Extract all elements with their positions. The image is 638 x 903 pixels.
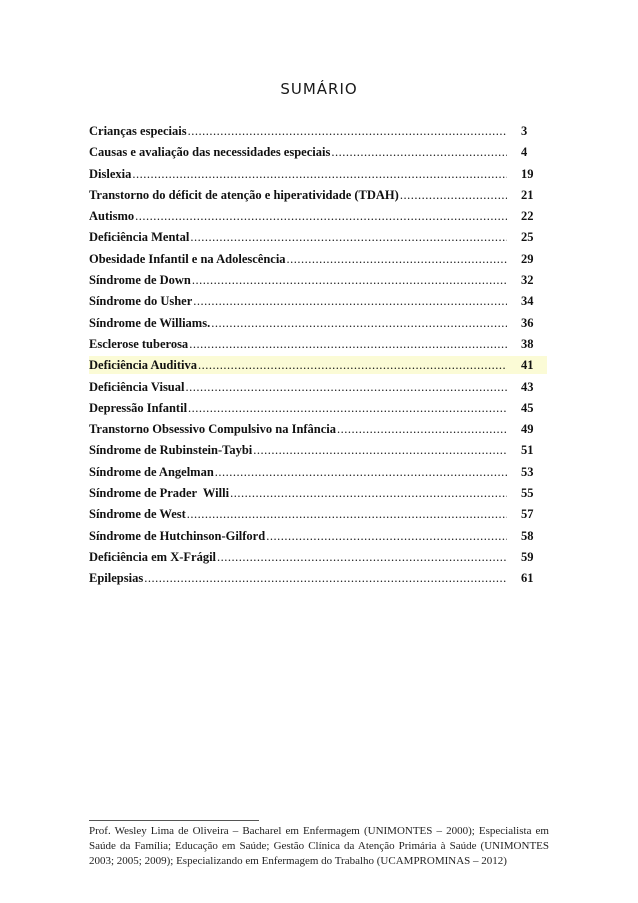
toc-leader-dots	[400, 186, 507, 204]
toc-row	[89, 165, 547, 183]
toc-row-highlighted	[89, 356, 547, 374]
toc-page-number: 21	[521, 187, 534, 202]
table-of-contents	[89, 122, 547, 591]
toc-page-number: 29	[521, 251, 534, 266]
page-title: SUMÁRIO	[280, 80, 358, 98]
toc-row	[89, 122, 547, 140]
toc-leader-dots	[190, 228, 507, 246]
toc-row	[89, 569, 547, 587]
toc-entry-title: Síndrome do Usher	[89, 294, 193, 309]
toc-entry-title: Depressão Infantil	[89, 400, 188, 415]
toc-entry-title: Causas e avaliação das necessidades especiais	[89, 145, 331, 160]
toc-row	[89, 292, 547, 310]
toc-leader-dots	[287, 250, 507, 268]
toc-page-number: 38	[521, 336, 534, 351]
toc-page-number: 58	[521, 528, 534, 543]
toc-leader-dots	[198, 356, 507, 374]
toc-page-number: 4	[521, 145, 528, 160]
toc-row	[89, 527, 547, 545]
toc-leader-dots	[337, 420, 507, 438]
toc-leader-dots	[144, 569, 507, 587]
toc-entry-title: Síndrome de Down	[89, 273, 191, 288]
toc-row	[89, 484, 547, 502]
toc-leader-dots	[185, 378, 507, 396]
toc-row	[89, 271, 547, 289]
toc-entry-title: Obesidade Infantil e na Adolescência	[89, 251, 286, 266]
toc-entry-title: Síndrome de Prader Willi	[89, 486, 230, 501]
toc-entry-title: Epilepsias	[89, 571, 144, 586]
toc-leader-dots	[188, 122, 507, 140]
toc-entry-title: Síndrome de Angelman	[89, 464, 214, 479]
toc-row	[89, 420, 547, 438]
toc-entry-title: Deficiência Visual	[89, 379, 185, 394]
toc-entry-title: Deficiência em X-Frágil	[89, 549, 217, 564]
toc-leader-dots	[135, 207, 507, 225]
toc-page-number: 61	[521, 571, 534, 586]
toc-leader-dots	[215, 463, 507, 481]
toc-page-number: 3	[521, 124, 528, 138]
toc-page-number: 51	[521, 443, 534, 458]
toc-page-number: 19	[521, 166, 534, 181]
toc-row	[89, 505, 547, 523]
toc-row	[89, 441, 547, 459]
toc-entry-title: Transtorno do déficit de atenção e hiperatividade (TDAH)	[89, 187, 399, 202]
toc-row	[89, 250, 547, 268]
toc-leader-dots	[187, 505, 507, 523]
toc-leader-dots	[193, 292, 507, 310]
toc-leader-dots	[266, 527, 507, 545]
toc-leader-dots	[132, 165, 507, 183]
toc-page-number: 25	[521, 230, 534, 245]
toc-entry-title: Autismo	[89, 209, 135, 224]
toc-row	[89, 186, 547, 204]
toc-entry-title: Esclerose tuberosa	[89, 336, 189, 351]
toc-row	[89, 399, 547, 417]
toc-leader-dots	[188, 399, 507, 417]
toc-page-number: 53	[521, 464, 534, 479]
toc-entry-title: Transtorno Obsessivo Compulsivo na Infância	[89, 422, 337, 437]
toc-row	[89, 463, 547, 481]
toc-leader-dots	[217, 548, 507, 566]
toc-leader-dots	[331, 143, 507, 161]
toc-page-number: 57	[521, 507, 534, 522]
toc-entry-title: Deficiência Auditiva	[89, 358, 197, 373]
toc-leader-dots	[211, 314, 507, 332]
toc-page-number: 49	[521, 422, 534, 437]
toc-entry-title: Crianças especiais	[89, 124, 187, 138]
toc-page-number: 59	[521, 549, 534, 564]
toc-page-number: 45	[521, 400, 534, 415]
toc-page-number: 55	[521, 486, 534, 501]
toc-page-number: 22	[521, 209, 534, 224]
toc-entry-title: Dislexia	[89, 166, 132, 181]
toc-entry-title: Deficiência Mental	[89, 230, 190, 245]
toc-row	[89, 228, 547, 246]
toc-page-number: 41	[521, 358, 534, 373]
footnote-divider	[89, 820, 259, 821]
toc-leader-dots	[253, 441, 507, 459]
toc-page-number: 32	[521, 273, 534, 288]
toc-row	[89, 378, 547, 396]
toc-entry-title: Síndrome de Rubinstein-Taybi	[89, 443, 253, 458]
toc-entry-title: Síndrome de Hutchinson-Gilford	[89, 528, 266, 543]
toc-page-number: 43	[521, 379, 534, 394]
author-footnote: Prof. Wesley Lima de Oliveira – Bacharel em Enfermagem (UNIMONTES – 2000); Especialista em Saúde da Família; Educação em Saúde; Gestão Clínica da Atenção Primária à Saúde (UNIMONTES 2003; 2005; 2009); Especializando em Enfermagem do Trabalho (UCAMPROMINAS – 2012)	[89, 825, 549, 867]
toc-row	[89, 314, 547, 332]
toc-page-number: 36	[521, 315, 534, 330]
toc-entry-title: Síndrome de West	[89, 507, 186, 522]
toc-row	[89, 143, 547, 161]
toc-leader-dots	[189, 335, 507, 353]
toc-row	[89, 335, 547, 353]
toc-row	[89, 207, 547, 225]
toc-entry-title: Síndrome de Williams.	[89, 315, 211, 330]
toc-leader-dots	[192, 271, 507, 289]
toc-row	[89, 548, 547, 566]
toc-page-number: 34	[521, 294, 534, 309]
toc-leader-dots	[230, 484, 507, 502]
